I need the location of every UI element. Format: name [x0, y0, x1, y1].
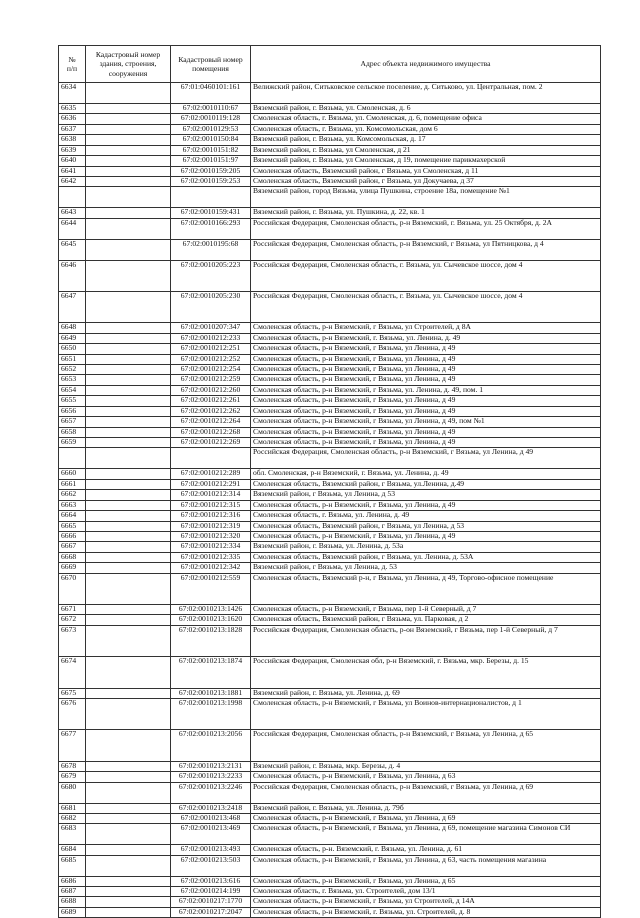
object-address: Смоленская область, р-н Вяземский, г Вязьма, ул Ленина, д 69, помещение магазина Симонов СИ [251, 824, 601, 845]
building-cadastral-number [86, 239, 171, 260]
table-row [59, 135, 601, 145]
table-row [59, 124, 601, 134]
table-row [59, 218, 601, 239]
table-row [59, 354, 601, 364]
premise-cadastral-number: 67:02:0010212:342 [171, 563, 251, 573]
row-number: 6685 [59, 855, 86, 876]
premise-cadastral-number: 67:02:0010159:205 [171, 166, 251, 176]
table-row [59, 500, 601, 510]
table-row [59, 699, 601, 730]
premise-cadastral-number: 67:02:0010213:2418 [171, 803, 251, 813]
building-cadastral-number [86, 531, 171, 541]
premise-cadastral-number: 67:02:0010205:230 [171, 291, 251, 322]
building-cadastral-number [86, 354, 171, 364]
object-address: Российская Федерация, Смоленская область, р-н Вяземский, г. Вязьма, ул. 25 Октября, д. 2А [251, 218, 601, 239]
premise-cadastral-number: 67:02:0010212:261 [171, 396, 251, 406]
building-cadastral-number [86, 385, 171, 395]
object-address: Смоленская область, р-н Вяземский, г Вязьма, ул Ленина, д 49 [251, 406, 601, 416]
row-number: 6659 [59, 438, 86, 448]
building-cadastral-number [86, 114, 171, 124]
building-cadastral-number [86, 448, 171, 469]
building-cadastral-number [86, 887, 171, 897]
building-cadastral-number [86, 208, 171, 218]
object-address: Смоленская область, Вяземский р-н, г Вязьма, ул Ленина, д 49, Торгово-офисное помещение [251, 573, 601, 604]
premise-cadastral-number: 67:02:0010213:1998 [171, 699, 251, 730]
object-address: Смоленская область, р-н Вяземский, г Вязьма, ул Ленина, д 49, пом №1 [251, 417, 601, 427]
table-row [59, 375, 601, 385]
premise-cadastral-number: 67:02:0010166:293 [171, 218, 251, 239]
premise-cadastral-number: 67:02:0010159:431 [171, 208, 251, 218]
row-number: 6654 [59, 385, 86, 395]
row-number: 6637 [59, 124, 86, 134]
table-row [59, 876, 601, 886]
header-address: Адрес объекта недвижимого имущества [251, 46, 601, 83]
object-address: Вяземский район, г. Вязьма, ул Смоленская, д 21 [251, 145, 601, 155]
premise-cadastral-number: 67:02:0010212:320 [171, 531, 251, 541]
row-number: 6644 [59, 218, 86, 239]
object-address: Вяземский район, г. Вязьма, ул. Комсомольская, д. 17 [251, 135, 601, 145]
row-number: 6677 [59, 730, 86, 761]
table-row [59, 166, 601, 176]
table-row [59, 469, 601, 479]
building-cadastral-number [86, 145, 171, 155]
object-address: Смоленская область, р-н Вяземский, г Вязьма, ул Ленина, д 63 [251, 772, 601, 782]
premise-cadastral-number: 67:02:0010212:259 [171, 375, 251, 385]
premise-cadastral-number: 67:02:0010129:53 [171, 124, 251, 134]
building-cadastral-number [86, 761, 171, 771]
premise-cadastral-number: 67:02:0010119:128 [171, 114, 251, 124]
row-number: 6635 [59, 103, 86, 113]
table-row [59, 448, 601, 469]
object-address: Смоленская область, Вяземский район, г Вязьма, ул. Ленина, д. 53А [251, 552, 601, 562]
object-address: Вяземский район, г. Вязьма, ул. Пушкина, д. 22, кв. 1 [251, 208, 601, 218]
table-body [59, 83, 601, 918]
row-number: 6641 [59, 166, 86, 176]
premise-cadastral-number: 67:02:0010213:1426 [171, 605, 251, 615]
building-cadastral-number [86, 521, 171, 531]
header-row [59, 46, 601, 83]
row-number: 6673 [59, 625, 86, 656]
table-row [59, 605, 601, 615]
table-row [59, 208, 601, 218]
table-row [59, 813, 601, 823]
table-row [59, 490, 601, 500]
object-address: Вяземский район, г. Вязьма, мкр. Березы, д. 4 [251, 761, 601, 771]
premise-cadastral-number: 67:02:0010212:559 [171, 573, 251, 604]
premise-cadastral-number: 67:02:0010151:82 [171, 145, 251, 155]
table-row [59, 344, 601, 354]
row-number: 6657 [59, 417, 86, 427]
row-number: 6639 [59, 145, 86, 155]
table-row [59, 333, 601, 343]
building-cadastral-number [86, 876, 171, 886]
object-address: Смоленская область, г. Вязьма, ул. Комсомольская, дом 6 [251, 124, 601, 134]
premise-cadastral-number: 67:02:0010212:233 [171, 333, 251, 343]
premise-cadastral-number: 67:02:0010212:315 [171, 500, 251, 510]
building-cadastral-number [86, 187, 171, 208]
table-row [59, 531, 601, 541]
building-cadastral-number [86, 824, 171, 845]
building-cadastral-number [86, 688, 171, 698]
building-cadastral-number [86, 156, 171, 166]
table-row [59, 187, 601, 208]
table-row [59, 761, 601, 771]
building-cadastral-number [86, 855, 171, 876]
premise-cadastral-number: 67:02:0010159:253 [171, 176, 251, 186]
row-number: 6638 [59, 135, 86, 145]
object-address: обл. Смоленская, р-н Вяземский, г. Вязьма, ул. Ленина, д. 49 [251, 469, 601, 479]
premise-cadastral-number: 67:02:0010195:68 [171, 239, 251, 260]
premise-cadastral-number: 67:02:0010212:314 [171, 490, 251, 500]
row-number: 6656 [59, 406, 86, 416]
building-cadastral-number [86, 605, 171, 615]
object-address: Смоленская область, Вяземский район, г Вязьма, ул.Ленина, д.49 [251, 479, 601, 489]
row-number: 6649 [59, 333, 86, 343]
building-cadastral-number [86, 573, 171, 604]
premise-cadastral-number: 67:02:0010212:260 [171, 385, 251, 395]
table-row [59, 438, 601, 448]
object-address: Смоленская область, р-н Вяземский, г Вязьма, ул Ленина, д 49 [251, 354, 601, 364]
premise-cadastral-number: 67:02:0010212:334 [171, 542, 251, 552]
object-address: Смоленская область, Вяземский район, г Вязьма, ул Смоленская, д 11 [251, 166, 601, 176]
premise-cadastral-number: 67:02:0010213:493 [171, 845, 251, 855]
object-address: Вяземский район, г. Вязьма, ул Смоленская, д 19, помещение парикмахерской [251, 156, 601, 166]
object-address: Смоленская область, р-н Вяземский, г. Вязьма, ул. Ленина, д. 49 [251, 333, 601, 343]
building-cadastral-number [86, 500, 171, 510]
building-cadastral-number [86, 291, 171, 322]
premise-cadastral-number: 67:02:0010213:2233 [171, 772, 251, 782]
object-address: Смоленская область, р-н Вяземский, г Вязьма, ул Ленина, д 49 [251, 500, 601, 510]
building-cadastral-number [86, 333, 171, 343]
building-cadastral-number [86, 625, 171, 656]
table-row [59, 406, 601, 416]
row-number: 6661 [59, 479, 86, 489]
premise-cadastral-number: 67:02:0010213:503 [171, 855, 251, 876]
premise-cadastral-number: 67:02:0010205:223 [171, 260, 251, 291]
row-number: 6646 [59, 260, 86, 291]
row-number: 6686 [59, 876, 86, 886]
row-number: 6668 [59, 552, 86, 562]
row-number: 6684 [59, 845, 86, 855]
table-row [59, 887, 601, 897]
building-cadastral-number [86, 845, 171, 855]
building-cadastral-number [86, 469, 171, 479]
premise-cadastral-number: 67:02:0010213:1620 [171, 615, 251, 625]
premise-cadastral-number: 67:02:0010212:335 [171, 552, 251, 562]
row-number: 6647 [59, 291, 86, 322]
row-number: 6636 [59, 114, 86, 124]
header-building-cadastral: Кадастровый номер здания, строения, сооружения [86, 46, 171, 83]
table-row [59, 156, 601, 166]
header-num: № п/п [59, 46, 86, 83]
building-cadastral-number [86, 83, 171, 104]
premise-cadastral-number: 67:02:0010212:252 [171, 354, 251, 364]
object-address: Смоленская область, г. Вязьма, ул. Смоленская, д. 6, помещение офиса [251, 114, 601, 124]
row-number: 6671 [59, 605, 86, 615]
building-cadastral-number [86, 813, 171, 823]
building-cadastral-number [86, 479, 171, 489]
building-cadastral-number [86, 135, 171, 145]
row-number: 6653 [59, 375, 86, 385]
row-number: 6643 [59, 208, 86, 218]
premise-cadastral-number: 67:02:0010213:2246 [171, 782, 251, 803]
premise-cadastral-number: 67:02:0010212:269 [171, 438, 251, 448]
object-address: Вяземский район, г. Вязьма, ул. Ленина, д. 53а [251, 542, 601, 552]
row-number: 6655 [59, 396, 86, 406]
row-number: 6645 [59, 239, 86, 260]
object-address: Смоленская область, р-н Вяземский, г Вязьма, ул Строителей, д 14А [251, 897, 601, 907]
building-cadastral-number [86, 124, 171, 134]
building-cadastral-number [86, 323, 171, 333]
row-number: 6676 [59, 699, 86, 730]
row-number: 6663 [59, 500, 86, 510]
premise-cadastral-number: 67:02:0010212:291 [171, 479, 251, 489]
table-row [59, 176, 601, 186]
premise-cadastral-number: 67:02:0010212:254 [171, 364, 251, 374]
building-cadastral-number [86, 490, 171, 500]
object-address: Смоленская область, р-н Вяземский, г Вязьма, ул Ленина, д 49 [251, 344, 601, 354]
building-cadastral-number [86, 375, 171, 385]
object-address: Смоленская область, р-н Вяземский, г Вязьма, ул Ленина, д 49 [251, 396, 601, 406]
row-number: 6682 [59, 813, 86, 823]
object-address: Российская Федерация, Смоленская область, р-н Вяземский, г Вязьма, ул Ленина, д 65 [251, 730, 601, 761]
object-address: Смоленская область, р-н Вяземский, г Вязьма, ул Ленина, д 69 [251, 813, 601, 823]
table-row [59, 521, 601, 531]
table-row [59, 803, 601, 813]
row-number: 6667 [59, 542, 86, 552]
object-address: Смоленская область, г. Вязьма, ул. Ленина, д. 49 [251, 511, 601, 521]
table-row [59, 907, 601, 917]
premise-cadastral-number: 67:02:0010207:347 [171, 323, 251, 333]
table-row [59, 824, 601, 845]
table-row [59, 511, 601, 521]
building-cadastral-number [86, 563, 171, 573]
premise-cadastral-number: 67:02:0010217:1770 [171, 897, 251, 907]
object-address: Смоленская область, р-н Вяземский, г Вязьма, ул Ленина, д 49 [251, 375, 601, 385]
row-number: 6642 [59, 176, 86, 186]
object-address: Российская Федерация, Смоленская область, р-н Вяземский, г Вязьма, ул Ленина, д 49 [251, 448, 601, 469]
premise-cadastral-number: 67:02:0010110:67 [171, 103, 251, 113]
building-cadastral-number [86, 511, 171, 521]
premise-cadastral-number: 67:02:0010213:2056 [171, 730, 251, 761]
object-address: Российская Федерация, Смоленская обл, р-н Вяземский, г. Вязьма, мкр. Березы, д. 15 [251, 657, 601, 688]
table-row [59, 323, 601, 333]
table-row [59, 897, 601, 907]
building-cadastral-number [86, 730, 171, 761]
row-number: 6664 [59, 511, 86, 521]
building-cadastral-number [86, 218, 171, 239]
table-row [59, 385, 601, 395]
object-address: Смоленская область, Вяземский район, г Вязьма, ул Докучаева, д 37 [251, 176, 601, 186]
table-row [59, 479, 601, 489]
table-row [59, 542, 601, 552]
object-address: Смоленская область, р-н Вяземский, г Вязьма, ул Строителей, д 8А [251, 323, 601, 333]
object-address: Смоленская область, р-н Вяземский, г Вязьма, ул Воинов-интернационалистов, д 1 [251, 699, 601, 730]
building-cadastral-number [86, 406, 171, 416]
object-address: Российская Федерация, Смоленская область, р-он Вяземский, г Вязьма, пер 1-й Северный, д 7 [251, 625, 601, 656]
table-row [59, 396, 601, 406]
row-number: 6666 [59, 531, 86, 541]
building-cadastral-number [86, 803, 171, 813]
object-address: Вяземский район, г Вязьма, ул Ленина, д 53 [251, 490, 601, 500]
premise-cadastral-number: 67:02:0010212:262 [171, 406, 251, 416]
premise-cadastral-number: 67:02:0010213:1874 [171, 657, 251, 688]
building-cadastral-number [86, 396, 171, 406]
object-address: Смоленская область, р-н Вяземский, г. Вязьма, ул. Строителей, д. 8 [251, 907, 601, 917]
object-address: Вяземский район, г. Вязьма, ул. Ленина, д. 79б [251, 803, 601, 813]
object-address: Российская Федерация, Смоленская область, р-н Вяземский, г Вязьма, ул Ленина, д 69 [251, 782, 601, 803]
premise-cadastral-number: 67:02:0010217:2047 [171, 907, 251, 917]
row-number: 6648 [59, 323, 86, 333]
row-number: 6665 [59, 521, 86, 531]
premise-cadastral-number: 67:02:0010212:251 [171, 344, 251, 354]
row-number: 6687 [59, 887, 86, 897]
premise-cadastral-number: 67:02:0010151:97 [171, 156, 251, 166]
table-row [59, 772, 601, 782]
object-address: Смоленская область, р-н. Вяземский, г. Вязьма, ул. Ленина, д. 61 [251, 845, 601, 855]
table-row [59, 83, 601, 104]
row-number: 6680 [59, 782, 86, 803]
object-address: Смоленская область, р-н Вяземский, г Вязьма, ул Ленина, д 49 [251, 364, 601, 374]
row-number: 6662 [59, 490, 86, 500]
object-address: Смоленская область, р-н Вяземский, г Вязьма, ул Ленина, д 63, часть помещения магазина [251, 855, 601, 876]
building-cadastral-number [86, 897, 171, 907]
header-premise-cadastral: Кадастровый номер помещения [171, 46, 251, 83]
row-number: 6678 [59, 761, 86, 771]
table-row [59, 625, 601, 656]
building-cadastral-number [86, 364, 171, 374]
premise-cadastral-number: 67:02:0010214:199 [171, 887, 251, 897]
row-number: 6660 [59, 469, 86, 479]
row-number [59, 448, 86, 469]
object-address: Велижский район, Ситьковское сельское поселение, д. Ситьково, ул. Центральная, пом. 2 [251, 83, 601, 104]
building-cadastral-number [86, 542, 171, 552]
object-address: Вяземский район, г Вязьма, ул Ленина, д. 53 [251, 563, 601, 573]
building-cadastral-number [86, 782, 171, 803]
row-number: 6683 [59, 824, 86, 845]
table-row [59, 563, 601, 573]
premise-cadastral-number: 67:02:0010213:468 [171, 813, 251, 823]
premise-cadastral-number [171, 448, 251, 469]
row-number: 6634 [59, 83, 86, 104]
row-number: 6652 [59, 364, 86, 374]
building-cadastral-number [86, 615, 171, 625]
registry-table [58, 45, 601, 918]
building-cadastral-number [86, 657, 171, 688]
object-address: Смоленская область, р-н Вяземский, г Вязьма, ул Ленина, д 49 [251, 427, 601, 437]
object-address: Российская Федерация, Смоленская область, р-н Вяземский, г Вязьма, ул Пятницкова, д 4 [251, 239, 601, 260]
object-address: Смоленская область, р-н Вяземский, г Вязьма, ул Ленина, д 49 [251, 438, 601, 448]
building-cadastral-number [86, 699, 171, 730]
row-number: 6670 [59, 573, 86, 604]
object-address: Смоленская область, р-н Вяземский, г Вязьма, ул. Ленина, д. 49, пом. 1 [251, 385, 601, 395]
row-number: 6689 [59, 907, 86, 917]
object-address: Вяземский район, г. Вязьма, ул. Смоленская, д. 6 [251, 103, 601, 113]
premise-cadastral-number: 67:02:0010213:616 [171, 876, 251, 886]
row-number: 6672 [59, 615, 86, 625]
building-cadastral-number [86, 166, 171, 176]
table-row [59, 114, 601, 124]
row-number: 6651 [59, 354, 86, 364]
table-row [59, 103, 601, 113]
table-row [59, 657, 601, 688]
row-number: 6650 [59, 344, 86, 354]
object-address: Смоленская область, г. Вязьма, ул. Строителей, дом 13/1 [251, 887, 601, 897]
object-address: Российская Федерация, Смоленская область, г. Вязьма, ул. Сычевское шоссе, дом 4 [251, 291, 601, 322]
premise-cadastral-number: 67:02:0010212:289 [171, 469, 251, 479]
building-cadastral-number [86, 417, 171, 427]
building-cadastral-number [86, 344, 171, 354]
table-row [59, 782, 601, 803]
premise-cadastral-number: 67:02:0010213:1828 [171, 625, 251, 656]
object-address: Смоленская область, Вяземский район, г Вязьма, ул. Парковая, д 2 [251, 615, 601, 625]
object-address: Смоленская область, р-н Вяземский, г Вязьма, ул Ленина, д 49 [251, 531, 601, 541]
row-number: 6681 [59, 803, 86, 813]
table-row [59, 260, 601, 291]
table-row [59, 845, 601, 855]
table-row [59, 417, 601, 427]
object-address: Смоленская область, р-н Вяземский, г Вязьма, пер 1-й Северный, д 7 [251, 605, 601, 615]
premise-cadastral-number: 67:02:0010212:268 [171, 427, 251, 437]
building-cadastral-number [86, 552, 171, 562]
row-number: 6669 [59, 563, 86, 573]
premise-cadastral-number: 67:02:0010150:84 [171, 135, 251, 145]
object-address: Смоленская область, Вяземский район, г Вязьма, ул Ленина, д 53 [251, 521, 601, 531]
row-number [59, 187, 86, 208]
building-cadastral-number [86, 438, 171, 448]
table-row [59, 615, 601, 625]
building-cadastral-number [86, 427, 171, 437]
premise-cadastral-number: 67:02:0010212:264 [171, 417, 251, 427]
object-address: Российская Федерация, Смоленская область, г. Вязьма, ул. Сычевское шоссе, дом 4 [251, 260, 601, 291]
row-number: 6688 [59, 897, 86, 907]
row-number: 6658 [59, 427, 86, 437]
table-row [59, 688, 601, 698]
premise-cadastral-number [171, 187, 251, 208]
table-row [59, 239, 601, 260]
premise-cadastral-number: 67:02:0010212:319 [171, 521, 251, 531]
building-cadastral-number [86, 260, 171, 291]
row-number: 6675 [59, 688, 86, 698]
building-cadastral-number [86, 103, 171, 113]
table-row [59, 427, 601, 437]
building-cadastral-number [86, 772, 171, 782]
premise-cadastral-number: 67:02:0010213:2131 [171, 761, 251, 771]
table-row [59, 364, 601, 374]
object-address: Вяземский район, город Вязьма, улица Пушкина, строение 18а, помещение №1 [251, 187, 601, 208]
premise-cadastral-number: 67:02:0010212:316 [171, 511, 251, 521]
table-row [59, 573, 601, 604]
premise-cadastral-number: 67:02:0010213:469 [171, 824, 251, 845]
row-number: 6674 [59, 657, 86, 688]
building-cadastral-number [86, 176, 171, 186]
table-row [59, 145, 601, 155]
table-row [59, 855, 601, 876]
row-number: 6640 [59, 156, 86, 166]
building-cadastral-number [86, 907, 171, 917]
table-row [59, 730, 601, 761]
table-row [59, 552, 601, 562]
row-number: 6679 [59, 772, 86, 782]
table-row [59, 291, 601, 322]
table-header [59, 46, 601, 83]
premise-cadastral-number: 67:01:0460101:161 [171, 83, 251, 104]
object-address: Смоленская область, р-н Вяземский, г Вязьма, ул Ленина, д 65 [251, 876, 601, 886]
object-address: Вяземский район, г. Вязьма, ул. Ленина, д. 69 [251, 688, 601, 698]
premise-cadastral-number: 67:02:0010213:1881 [171, 688, 251, 698]
